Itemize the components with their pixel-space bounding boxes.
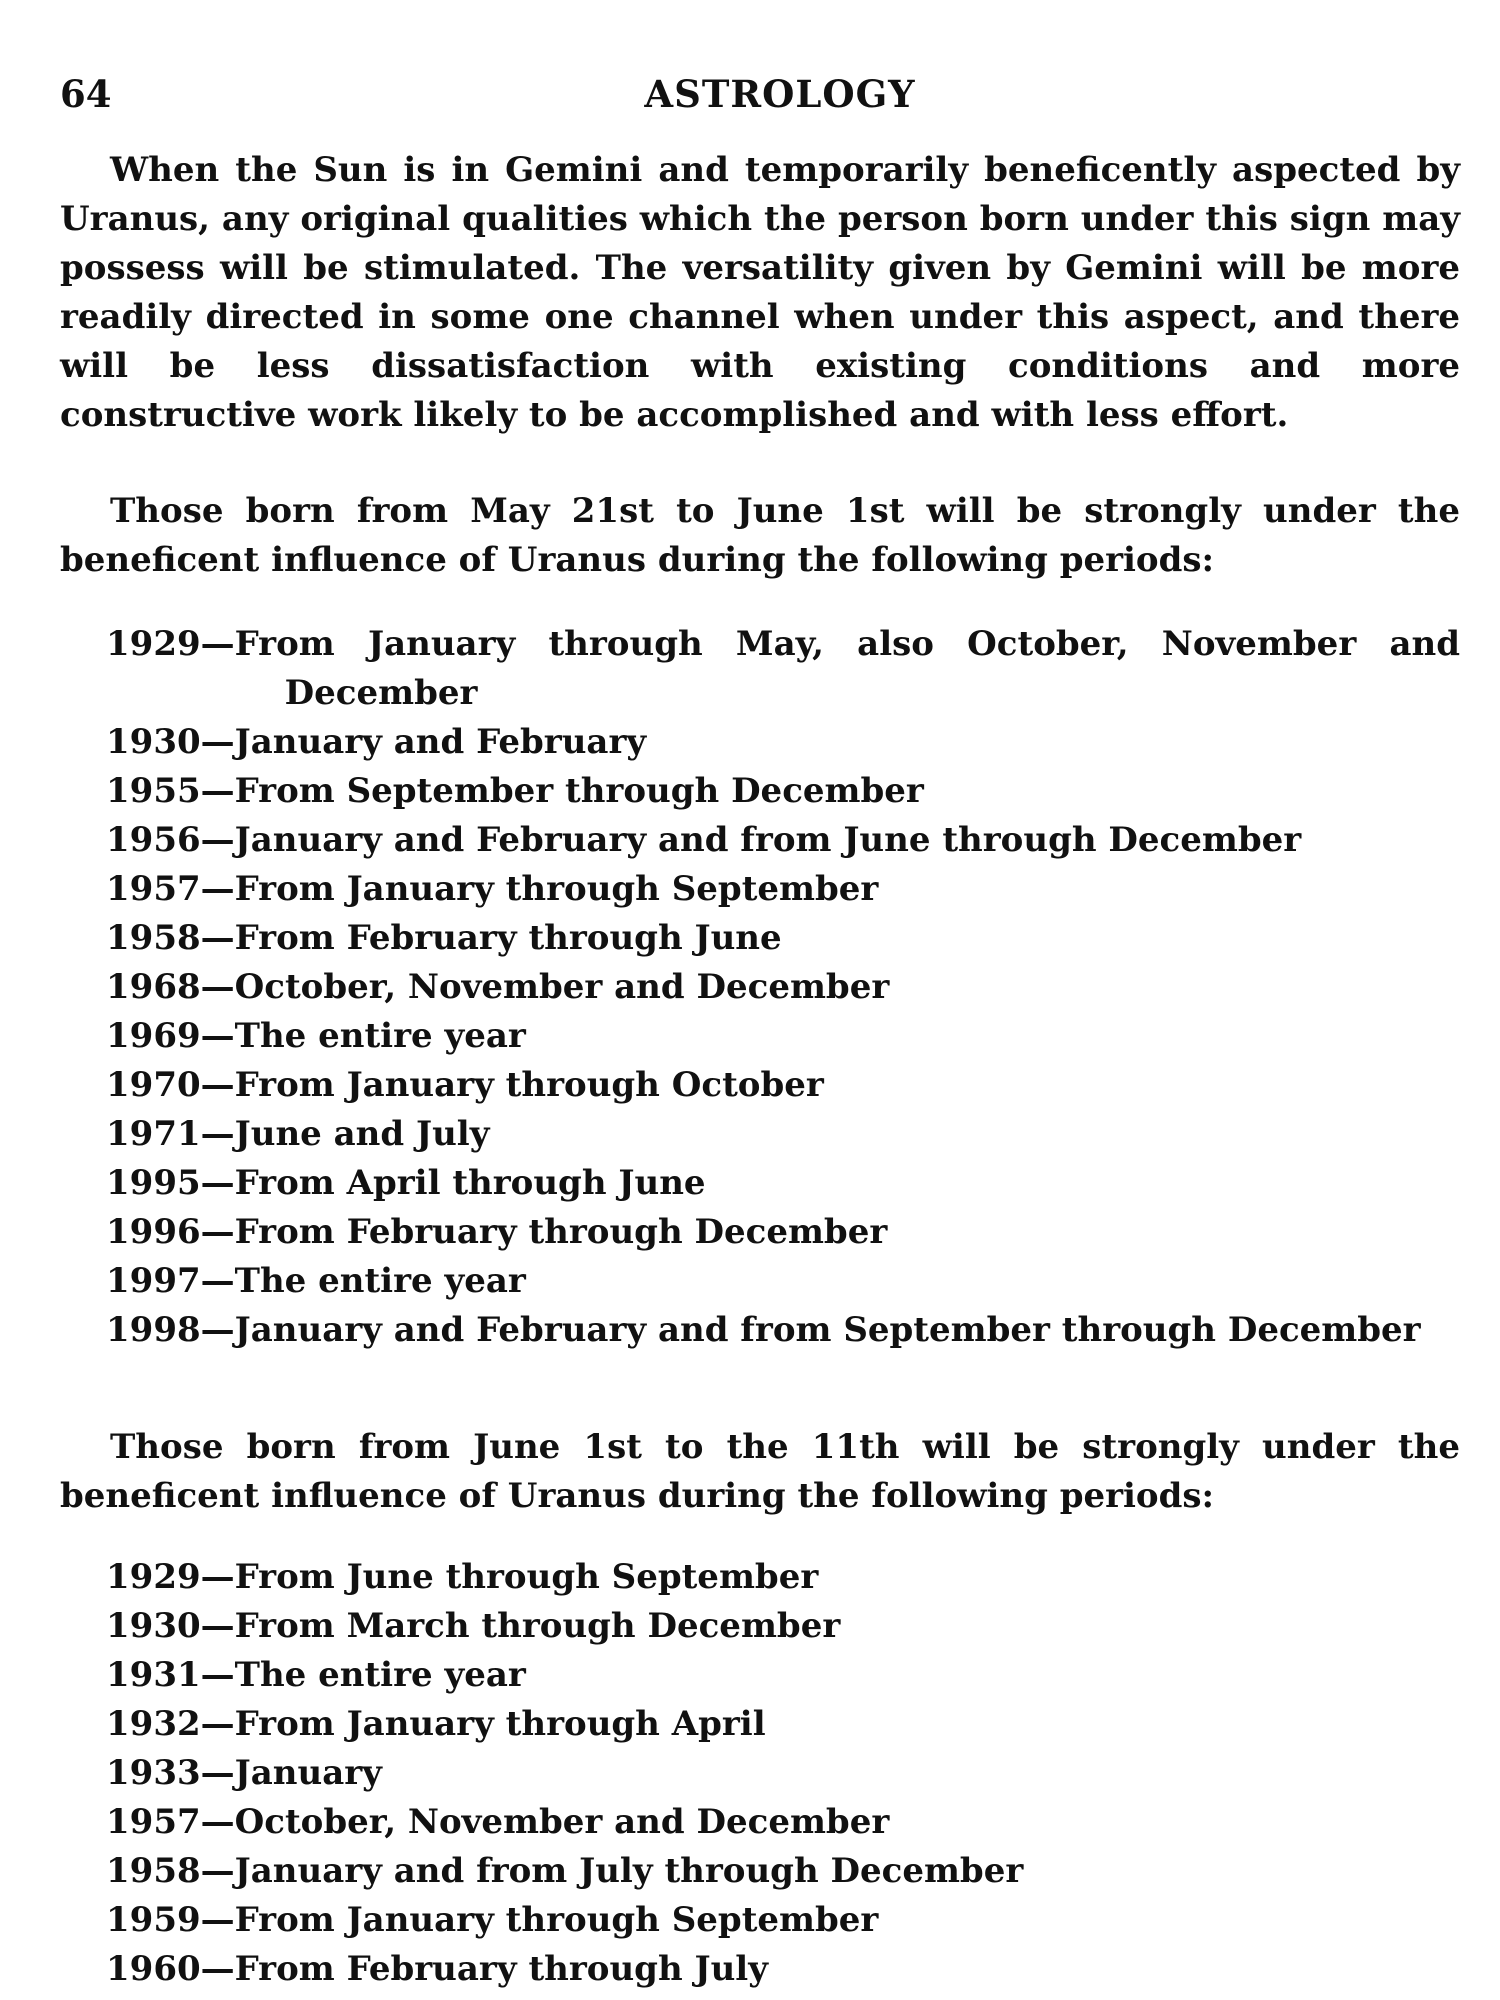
period-item: [106, 1602, 1460, 1651]
period-description: From January through April: [234, 1704, 766, 1744]
period-year: 1932: [106, 1704, 201, 1744]
period-item: [106, 1061, 1460, 1110]
em-dash: —: [200, 820, 235, 860]
period-year: 1960: [106, 1949, 201, 1989]
period-year: 1971: [106, 1114, 201, 1154]
period-description: January and February and from June through December: [234, 820, 1302, 860]
em-dash: —: [200, 1704, 235, 1744]
period-item: [106, 914, 1460, 963]
period-year: 1957: [106, 869, 201, 909]
period-item: [106, 767, 1460, 816]
period-item: [106, 1110, 1460, 1159]
period-item: [106, 1012, 1460, 1061]
june1-june11-periods-list: [106, 1553, 1460, 1994]
em-dash: —: [200, 771, 235, 811]
period-description: From February through December: [234, 1212, 888, 1252]
period-year: 1998: [106, 1310, 201, 1350]
page-header: [60, 72, 1460, 132]
period-year: 1958: [106, 918, 201, 958]
period-description: From January through September: [234, 1900, 879, 1940]
em-dash: —: [200, 1900, 235, 1940]
em-dash: —: [200, 1655, 235, 1695]
period-item: [106, 1306, 1460, 1355]
period-description: From March through December: [234, 1606, 841, 1646]
period-item: [106, 1700, 1460, 1749]
em-dash: —: [200, 1851, 235, 1891]
em-dash: —: [200, 1557, 235, 1597]
period-description: From January through September: [234, 869, 879, 909]
period-year: 1968: [106, 967, 201, 1007]
period-year: 1957: [106, 1802, 201, 1842]
em-dash: —: [200, 1261, 235, 1301]
period-description: The entire year: [234, 1655, 526, 1695]
period-year: 1969: [106, 1016, 201, 1056]
period-year: 1929: [106, 624, 201, 664]
period-year: 1929: [106, 1557, 201, 1597]
em-dash: —: [200, 1163, 235, 1203]
period-description: From April through June: [234, 1163, 706, 1203]
running-title: ASTROLOGY: [644, 72, 916, 116]
june1-june11-intro: Those born from June 1st to the 11th will be strongly under the beneficent influence of Uranus during the following periods:: [60, 1427, 1460, 1516]
period-description: January and February and from September through December: [234, 1310, 1421, 1350]
period-year: 1997: [106, 1261, 201, 1301]
period-description: From June through September: [234, 1557, 819, 1597]
may21-june1-intro: Those born from May 21st to June 1st will be strongly under the beneficent influence of Uranus during the following periods:: [60, 491, 1460, 580]
period-year: 1956: [106, 820, 201, 860]
period-year: 1930: [106, 722, 201, 762]
period-year: 1996: [106, 1212, 201, 1252]
em-dash: —: [200, 1753, 235, 1793]
period-year: 1958: [106, 1851, 201, 1891]
period-year: 1995: [106, 1163, 201, 1203]
intro-paragraph: When the Sun is in Gemini and temporarily beneficently aspected by Uranus, any original qualities which the person born under this sign may possess will be stimulated. The versatility given by Gemini will be more readily directed in some one channel when under this aspect, and there will be less dissatisfaction with existing conditions and more constructive work likely to be accomplished and with less effort.: [60, 150, 1460, 435]
em-dash: —: [200, 1802, 235, 1842]
period-description: From September through December: [234, 771, 924, 811]
period-item: [106, 1847, 1460, 1896]
page-number: 64: [60, 72, 112, 116]
period-item: [106, 1553, 1460, 1602]
em-dash: —: [200, 1212, 235, 1252]
period-description: The entire year: [234, 1016, 526, 1056]
period-description: October, November and December: [234, 1802, 890, 1842]
em-dash: —: [200, 967, 235, 1007]
period-description: January and February: [234, 722, 647, 762]
period-item: [106, 963, 1460, 1012]
period-description: October, November and December: [234, 967, 890, 1007]
period-year: 1959: [106, 1900, 201, 1940]
em-dash: —: [200, 1606, 235, 1646]
period-description: From January through May, also October, November and December: [234, 624, 1460, 713]
em-dash: —: [200, 1114, 235, 1154]
period-item: [106, 1749, 1460, 1798]
period-description: January and from July through December: [234, 1851, 1024, 1891]
period-description: From January through October: [234, 1065, 824, 1105]
period-year: 1970: [106, 1065, 201, 1105]
period-item: [106, 1651, 1460, 1700]
period-item: [106, 1257, 1460, 1306]
em-dash: —: [200, 918, 235, 958]
em-dash: —: [200, 869, 235, 909]
period-item: [106, 1945, 1460, 1994]
period-item: [106, 1159, 1460, 1208]
period-description: The entire year: [234, 1261, 526, 1301]
period-item: [106, 865, 1460, 914]
period-item: [106, 1208, 1460, 1257]
period-description: From February through July: [234, 1949, 768, 1989]
em-dash: —: [200, 1016, 235, 1056]
em-dash: —: [200, 1065, 235, 1105]
period-item: [106, 1896, 1460, 1945]
em-dash: —: [200, 624, 235, 664]
period-description: June and July: [234, 1114, 490, 1154]
period-year: 1931: [106, 1655, 201, 1695]
period-item: [106, 1798, 1460, 1847]
period-item: [106, 816, 1460, 865]
period-description: From February through June: [234, 918, 782, 958]
em-dash: —: [200, 722, 235, 762]
period-year: 1955: [106, 771, 201, 811]
period-item: [106, 620, 1460, 718]
period-year: 1930: [106, 1606, 201, 1646]
may21-june1-periods-list: [106, 620, 1460, 1355]
period-description: January: [234, 1753, 382, 1793]
em-dash: —: [200, 1310, 235, 1350]
period-year: 1933: [106, 1753, 201, 1793]
period-item: [106, 718, 1460, 767]
em-dash: —: [200, 1949, 235, 1989]
